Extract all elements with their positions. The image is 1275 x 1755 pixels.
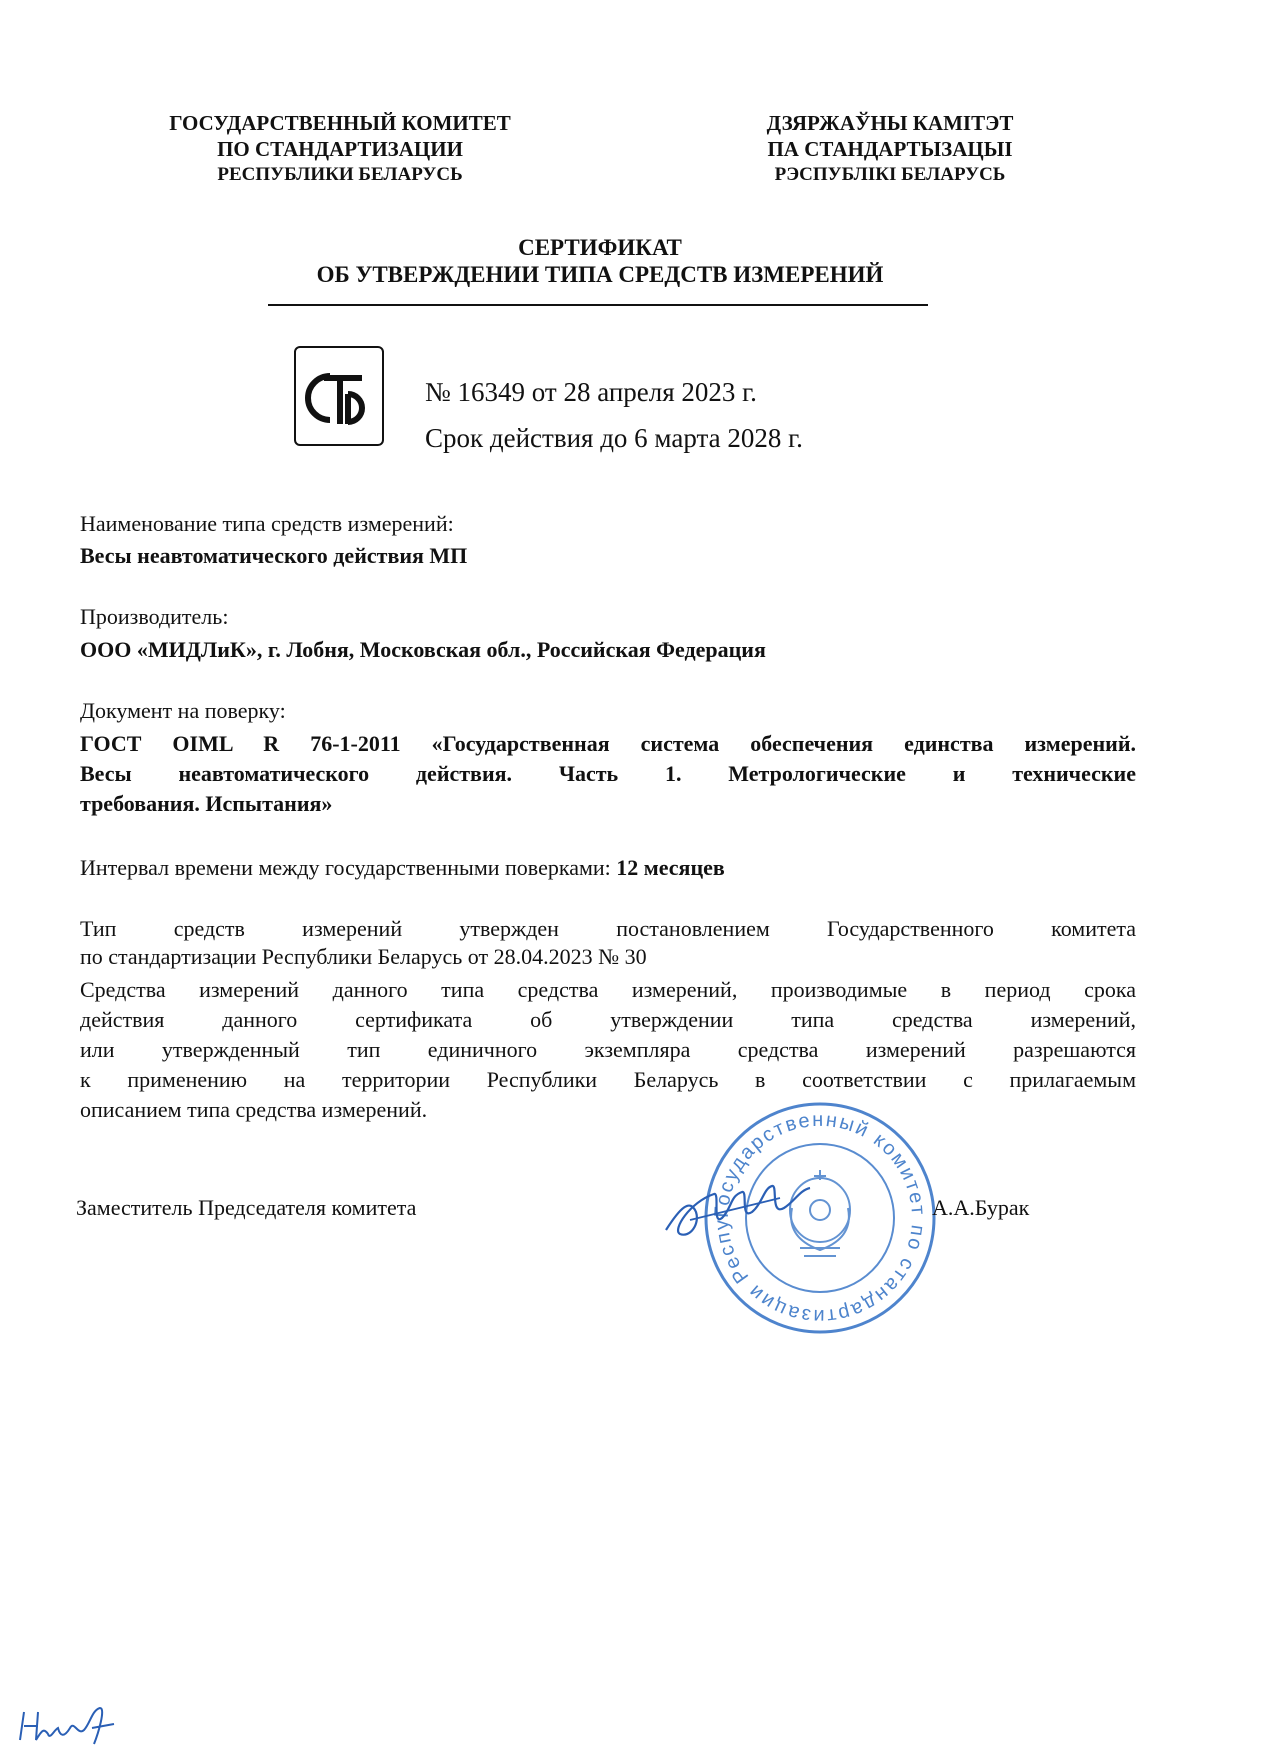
header-right bbox=[670, 110, 1110, 188]
approval-line-5: или утвержденный тип единичного экземпляра средства измерений разрешаются bbox=[80, 1037, 1136, 1062]
header-left-line-1: ГОСУДАРСТВЕННЫЙ КОМИТЕТ bbox=[169, 111, 511, 135]
interval-label: Интервал времени между государственными поверками: bbox=[80, 855, 617, 880]
type-name-value: Весы неавтоматического действия МП bbox=[80, 543, 468, 568]
interval-line bbox=[80, 854, 1136, 882]
gosstandart-logo-icon bbox=[294, 346, 384, 446]
handwritten-signature bbox=[660, 1168, 820, 1248]
interval-value: 12 месяцев bbox=[616, 855, 725, 880]
header-right-line-1: ДЗЯРЖАЎНЫ КАМІТЭТ bbox=[766, 111, 1014, 135]
approval-line-1: Тип средств измерений утвержден постановлением Государственного комитета bbox=[80, 916, 1136, 941]
certificate-number: № 16349 от 28 апреля 2023 г. bbox=[425, 377, 757, 407]
approval-line-3: Средства измерений данного типа средства измерений, производимые в период срока bbox=[80, 977, 1136, 1002]
header-left-line-3: РЕСПУБЛИКИ БЕЛАРУСЬ bbox=[217, 164, 463, 185]
title-underline bbox=[268, 304, 928, 306]
manufacturer-label: Производитель: bbox=[80, 604, 229, 629]
type-name-label: Наименование типа средств измерений: bbox=[80, 511, 454, 536]
title-line-1: СЕРТИФИКАТ bbox=[518, 235, 682, 260]
verification-doc-line-3: требования. Испытания» bbox=[80, 791, 333, 816]
approval-line-2: по стандартизации Республики Беларусь от 28.04.2023 № 30 bbox=[80, 944, 647, 969]
approval-line-4: действия данного сертификата об утверждении типа средства измерений, bbox=[80, 1007, 1136, 1032]
handwritten-initials bbox=[14, 1700, 124, 1750]
approval-line-7: описанием типа средства измерений. bbox=[80, 1097, 428, 1122]
stamp-ring-text: Государственный комитет по стандартизации Респу bbox=[710, 1108, 930, 1328]
signatory-position: Заместитель Председателя комитета bbox=[76, 1195, 417, 1220]
manufacturer-value: ООО «МИДЛиК», г. Лобня, Московская обл., Российская Федерация bbox=[80, 637, 766, 662]
header-right-line-2: ПА СТАНДАРТЫЗАЦЫІ bbox=[767, 137, 1013, 161]
header-left bbox=[120, 110, 560, 188]
verification-doc-line-2: Весы неавтоматического действия. Часть 1. Метрологические и технические bbox=[80, 761, 1136, 786]
signatory-name: А.А.Бурак bbox=[932, 1195, 1030, 1220]
approval-line-6: к применению на территории Республики Беларусь в соответствии с прилагаемым bbox=[80, 1067, 1136, 1092]
header-left-line-2: ПО СТАНДАРТИЗАЦИИ bbox=[217, 137, 463, 161]
document-title bbox=[260, 234, 940, 288]
verification-doc-label: Документ на поверку: bbox=[80, 698, 286, 723]
title-line-2: ОБ УТВЕРЖДЕНИИ ТИПА СРЕДСТВ ИЗМЕРЕНИЙ bbox=[316, 262, 884, 287]
header-right-line-3: РЭСПУБЛІКІ БЕЛАРУСЬ bbox=[774, 164, 1006, 185]
verification-doc-line-1: ГОСТ OIML R 76-1-2011 «Государственная система обеспечения единства измерений. bbox=[80, 731, 1136, 756]
certificate-validity: Срок действия до 6 марта 2028 г. bbox=[425, 423, 803, 453]
